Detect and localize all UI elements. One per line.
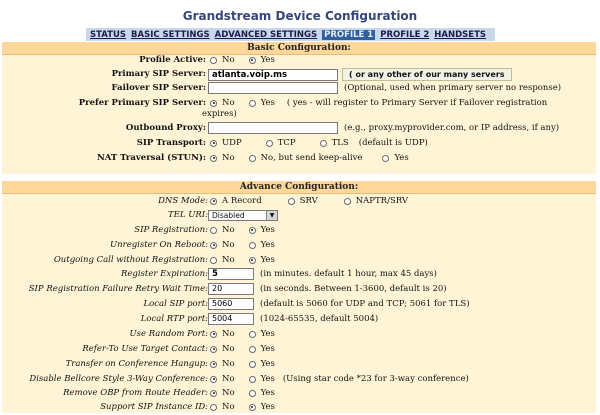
tab-profile-1[interactable]: PROFILE 1: [324, 29, 374, 40]
transport-udp[interactable]: UDP: [210, 138, 242, 148]
transfer-conf-hangup-label: Transfer on Conference Hangup:: [65, 359, 208, 369]
basic-config-panel: [2, 42, 596, 174]
prefer-primary-label: Prefer Primary SIP Server:: [78, 98, 206, 108]
tel-uri-select[interactable]: Disabled ▼: [208, 210, 278, 221]
transfer-conf-hangup-yes[interactable]: Yes: [249, 359, 275, 369]
profile-active-label: Profile Active:: [139, 55, 206, 65]
radio-selected-icon: [210, 198, 217, 205]
radio-selected-icon: [249, 57, 256, 64]
advance-config-heading: Advance Configuration:: [2, 181, 596, 194]
radio-selected-icon: [210, 242, 217, 249]
outbound-proxy-input[interactable]: [208, 122, 338, 134]
page-title: Grandstream Device Configuration: [182, 9, 418, 23]
tab-advanced-settings[interactable]: ADVANCED SETTINGS: [214, 29, 318, 40]
disable-bellcore-note: (Using star code *23 for 3-way conference): [282, 374, 469, 384]
refer-to-target-label: Refer-To Use Target Contact:: [82, 344, 208, 354]
radio-selected-icon: [210, 100, 217, 107]
disable-bellcore-yes[interactable]: Yes: [249, 374, 275, 384]
radio-selected-icon: [249, 257, 256, 264]
transport-tcp[interactable]: TCP: [266, 138, 296, 148]
radio-icon: [210, 57, 217, 64]
advance-config-panel: [2, 181, 596, 413]
radio-selected-icon: [210, 346, 217, 353]
radio-icon: [210, 257, 217, 264]
outbound-proxy-label: Outbound Proxy:: [125, 123, 206, 133]
profile-active-yes[interactable]: Yes: [249, 55, 275, 65]
basic-config-heading: Basic Configuration:: [2, 42, 596, 55]
local-rtp-port-label: Local RTP port:: [140, 314, 208, 324]
tab-profile-2[interactable]: PROFILE 2: [380, 29, 430, 40]
radio-icon: [266, 140, 273, 147]
profile-active-no[interactable]: No: [210, 55, 235, 65]
transport-tls[interactable]: TLS: [320, 138, 349, 148]
unregister-reboot-no[interactable]: No: [210, 240, 235, 250]
sip-instance-id-label: Support SIP Instance ID:: [100, 402, 208, 412]
radio-selected-icon: [210, 331, 217, 338]
dns-naptr[interactable]: NAPTR/SRV: [344, 196, 408, 206]
prefer-primary-no[interactable]: No: [210, 98, 235, 108]
retry-wait-note: (in seconds. Between 1-3600, default is 20): [260, 284, 447, 294]
primary-sip-input[interactable]: atlanta.voip.ms: [208, 69, 338, 81]
radio-icon: [249, 346, 256, 353]
tab-handsets[interactable]: HANDSETS: [434, 29, 487, 40]
sip-registration-yes[interactable]: Yes: [249, 225, 275, 235]
radio-icon: [382, 155, 389, 162]
remove-obp-no[interactable]: No: [210, 388, 235, 398]
radio-icon: [249, 390, 256, 397]
tab-basic-settings[interactable]: BASIC SETTINGS: [131, 29, 210, 40]
refer-to-target-no[interactable]: No: [210, 344, 235, 354]
nat-keepalive[interactable]: No, but send keep-alive: [249, 153, 363, 163]
local-sip-port-note: (default is 5060 for UDP and TCP; 5061 for TLS): [260, 299, 470, 309]
tab-status[interactable]: STATUS: [90, 29, 127, 40]
random-port-label: Use Random Port:: [129, 329, 208, 339]
tel-uri-label: TEL URI:: [167, 210, 208, 220]
radio-icon: [249, 361, 256, 368]
remove-obp-label: Remove OBP from Route Header:: [63, 388, 208, 398]
radio-selected-icon: [210, 390, 217, 397]
radio-icon: [320, 140, 327, 147]
retry-wait-input[interactable]: 20: [208, 283, 254, 295]
nat-yes[interactable]: Yes: [382, 153, 408, 163]
radio-icon: [344, 198, 351, 205]
random-port-yes[interactable]: Yes: [249, 329, 275, 339]
remove-obp-yes[interactable]: Yes: [249, 388, 275, 398]
dns-srv[interactable]: SRV: [288, 196, 318, 206]
radio-selected-icon: [210, 361, 217, 368]
prefer-primary-yes[interactable]: Yes: [249, 98, 275, 108]
radio-icon: [249, 100, 256, 107]
nav-tabs: [86, 28, 495, 41]
failover-sip-label: Failover SIP Server:: [111, 83, 206, 93]
prefer-primary-note: ( yes - will register to Primary Server if Failover registration: [286, 98, 548, 108]
disable-bellcore-no[interactable]: No: [210, 374, 235, 384]
radio-icon: [249, 376, 256, 383]
page-header: [0, 0, 600, 44]
prefer-primary-note-2: expires): [202, 109, 237, 119]
radio-icon: [210, 404, 217, 411]
nat-traversal-label: NAT Traversal (STUN):: [96, 153, 206, 163]
radio-selected-icon: [210, 376, 217, 383]
transfer-conf-hangup-no[interactable]: No: [210, 359, 235, 369]
unregister-reboot-yes[interactable]: Yes: [249, 240, 275, 250]
primary-sip-hint: ( or any other of our many servers: [342, 68, 512, 81]
sip-transport-label: SIP Transport:: [136, 138, 206, 148]
sip-registration-no[interactable]: No: [210, 225, 235, 235]
dns-a-record[interactable]: A Record: [210, 196, 262, 206]
chevron-down-icon: ▼: [266, 211, 277, 220]
failover-sip-input[interactable]: [208, 82, 338, 94]
radio-selected-icon: [249, 404, 256, 411]
local-sip-port-label: Local SIP port:: [143, 299, 208, 309]
outgoing-without-reg-label: Outgoing Call without Registration:: [53, 255, 208, 265]
dns-mode-label: DNS Mode:: [158, 196, 208, 206]
radio-icon: [249, 331, 256, 338]
primary-sip-label: Primary SIP Server:: [111, 69, 206, 79]
radio-icon: [210, 227, 217, 234]
sip-instance-id-no[interactable]: No: [210, 402, 235, 412]
radio-selected-icon: [210, 140, 217, 147]
local-rtp-port-note: (1024-65535, default 5004): [260, 314, 379, 324]
outgoing-without-reg-yes[interactable]: Yes: [249, 255, 275, 265]
register-expiration-note: (in minutes. default 1 hour, max 45 days): [260, 269, 437, 279]
nat-no[interactable]: No: [210, 153, 235, 163]
local-rtp-port-input[interactable]: 5004: [208, 313, 254, 325]
register-expiration-label: Register Expiration:: [120, 269, 208, 279]
retry-wait-label: SIP Registration Failure Retry Wait Time:: [28, 284, 208, 294]
sip-registration-label: SIP Registration:: [134, 225, 208, 235]
radio-selected-icon: [210, 155, 217, 162]
outgoing-without-reg-no[interactable]: No: [210, 255, 235, 265]
disable-bellcore-label: Disable Bellcore Style 3-Way Conference:: [29, 374, 208, 384]
radio-icon: [249, 155, 256, 162]
transport-note: (default is UDP): [358, 138, 428, 148]
refer-to-target-yes[interactable]: Yes: [249, 344, 275, 354]
radio-selected-icon: [249, 227, 256, 234]
radio-icon: [288, 198, 295, 205]
outbound-proxy-note: (e.g., proxy.myprovider.com, or IP address, if any): [344, 123, 560, 133]
failover-sip-note: (Optional, used when primary server no response): [344, 83, 562, 93]
unregister-reboot-label: Unregister On Reboot:: [110, 240, 208, 250]
register-expiration-input[interactable]: 5: [208, 268, 254, 280]
radio-icon: [249, 242, 256, 249]
local-sip-port-input[interactable]: 5060: [208, 298, 254, 310]
sip-instance-id-yes[interactable]: Yes: [249, 402, 275, 412]
random-port-no[interactable]: No: [210, 329, 235, 339]
